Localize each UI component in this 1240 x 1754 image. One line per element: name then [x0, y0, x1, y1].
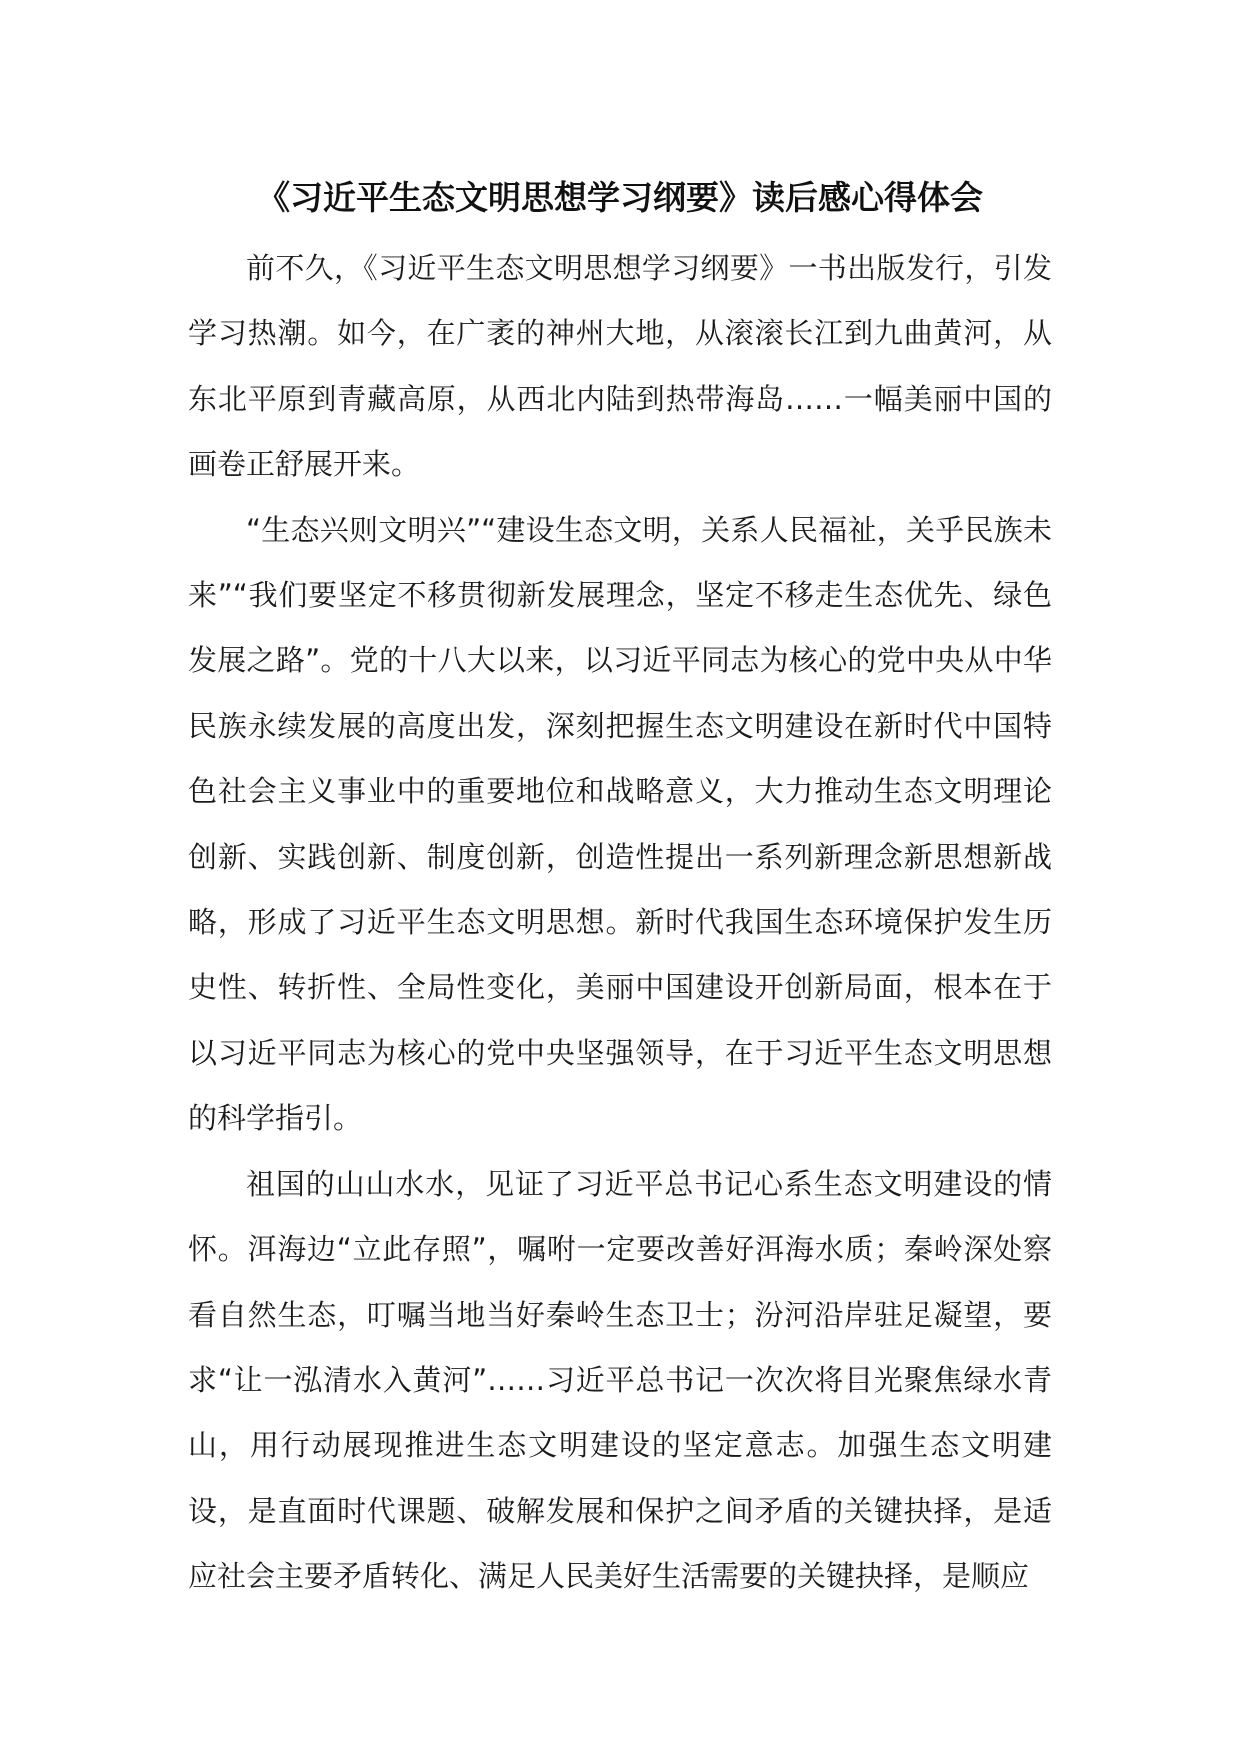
- paragraph-3: 祖国的山山水水，见证了习近平总书记心系生态文明建设的情怀。洱海边“立此存照”，嘱咐一定要改善好洱海水质；秦岭深处察看自然生态，叮嘱当地当好秦岭生态卫士；汾河沿岸驻足凝望，要求“让一泓清水入黄河”……习近平总书记一次次将目光聚焦绿水青山，用行动展现推进生态文明建设的坚定意志。加强生态文明建设，是直面时代课题、破解发展和保护之间矛盾的关键抉择，是适应社会主要矛盾转化、满足人民美好生活需要的关键抉择，是顺应: [188, 1166, 1052, 1594]
- document-title: 《习近平生态文明思想学习纲要》读后感心得体会: [257, 178, 983, 217]
- paragraph-2: “生态兴则文明兴”“建设生态文明，关系人民福祉，关乎民族未来”“我们要坚定不移贯彻新发展理念，坚定不移走生态优先、绿色发展之路”。党的十八大以来，以习近平同志为核心的党中央从中华民族永续发展的高度出发，深刻把握生态文明建设在新时代中国特色社会主义事业中的重要地位和战略意义，大力推动生态文明理论创新、实践创新、制度创新，创造性提出一系列新理念新思想新战略，形成了习近平生态文明思想。新时代我国生态环境保护发生历史性、转折性、全局性变化，美丽中国建设开创新局面，根本在于以习近平同志为核心的党中央坚强领导，在于习近平生态文明思想的科学指引。: [188, 512, 1052, 1136]
- document-body: [188, 236, 1052, 1610]
- paragraph-1: 前不久，《习近平生态文明思想学习纲要》一书出版发行，引发学习热潮。如今，在广袤的神州大地，从滚滚长江到九曲黄河，从东北平原到青藏高原，从西北内陆到热带海岛……一幅美丽中国的画卷正舒展开来。: [188, 251, 1052, 482]
